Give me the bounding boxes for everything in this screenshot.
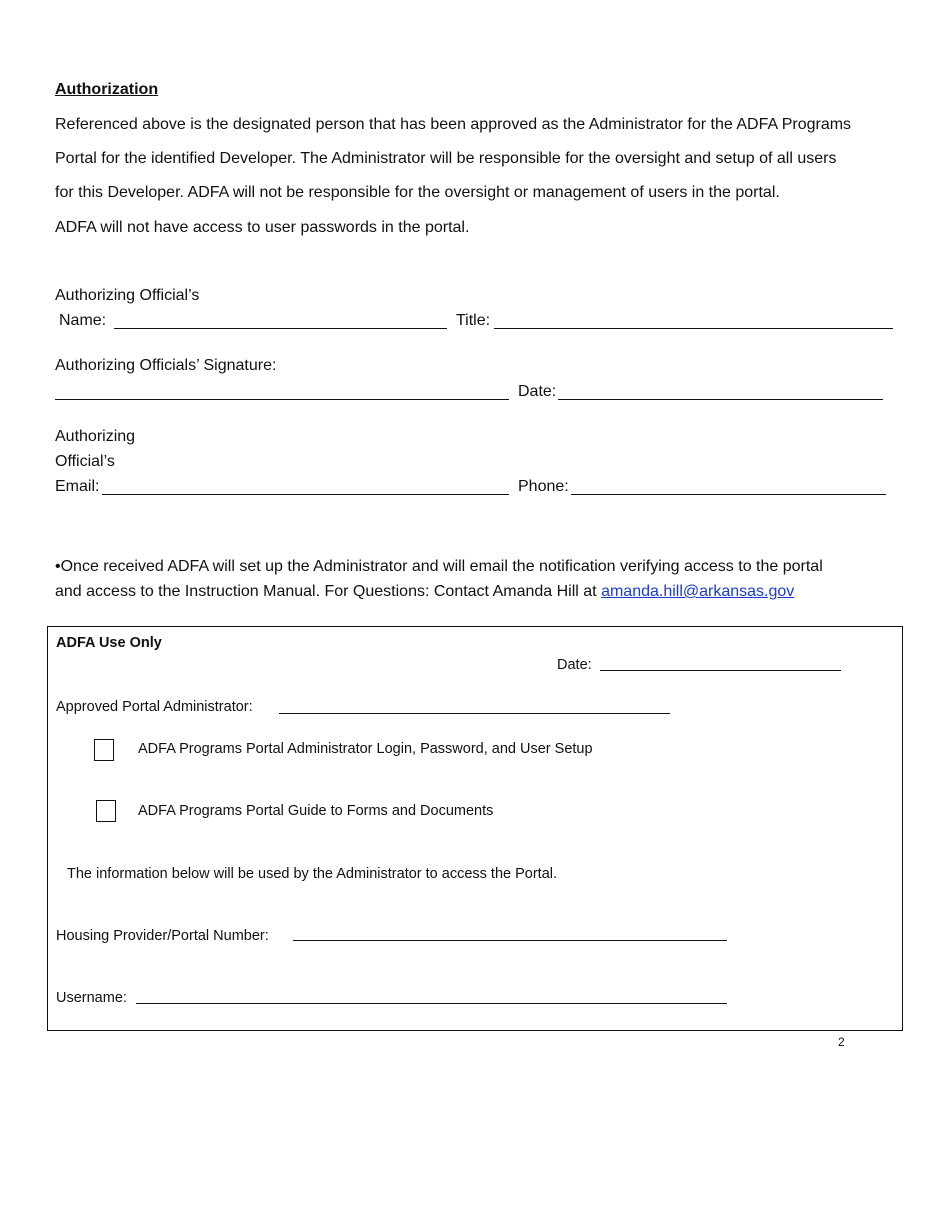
portal-number-label: Housing Provider/Portal Number: xyxy=(56,928,269,944)
paragraph-line: for this Developer. ADFA will not be responsible for the oversight or management of users in the portal. xyxy=(55,184,780,201)
official-date-field[interactable] xyxy=(558,399,883,400)
official-signature-field[interactable] xyxy=(55,399,509,400)
official-email-label: Email: xyxy=(55,478,100,495)
official-name-field[interactable] xyxy=(114,328,447,329)
paragraph-line: Referenced above is the designated person that has been approved as the Administrator for the ADFA Programs xyxy=(55,116,852,133)
paragraph-line: Portal for the identified Developer. The Administrator will be responsible for the oversight and setup of all users xyxy=(55,150,837,167)
checkbox-login-setup-label: ADFA Programs Portal Administrator Login, Password, and User Setup xyxy=(138,741,593,757)
official-email-label-line1: Authorizing xyxy=(55,428,136,445)
notice-line: •Once received ADFA will set up the Administrator and will email the notification verifying access to the portal xyxy=(55,558,823,575)
notice-text: and access to the Instruction Manual. For Questions: Contact Amanda Hill at xyxy=(55,583,602,600)
username-label: Username: xyxy=(56,990,127,1006)
contact-email-link[interactable]: amanda.hill@arkansas.gov xyxy=(601,583,795,600)
official-email-field[interactable] xyxy=(102,494,509,495)
official-phone-field[interactable] xyxy=(571,494,886,495)
username-field[interactable] xyxy=(136,1003,727,1004)
checkbox-login-setup[interactable] xyxy=(94,739,114,761)
official-phone-label: Phone: xyxy=(518,478,569,495)
authorization-heading: Authorization xyxy=(55,81,159,98)
notice-line xyxy=(55,582,905,602)
official-date-label: Date: xyxy=(518,383,557,400)
approved-admin-field[interactable] xyxy=(279,713,670,714)
official-name-label: Name: xyxy=(59,312,107,329)
adfa-use-only-box xyxy=(47,626,903,1031)
approved-admin-label: Approved Portal Administrator: xyxy=(56,699,253,715)
official-name-label-line1: Authorizing Official’s xyxy=(55,287,200,304)
official-email-label-line2: Official’s xyxy=(55,453,115,470)
paragraph-line: ADFA will not have access to user passwords in the portal. xyxy=(55,219,470,236)
adfa-use-only-heading: ADFA Use Only xyxy=(56,635,162,651)
checkbox-guide-forms[interactable] xyxy=(96,800,116,822)
page-number: 2 xyxy=(838,1035,845,1049)
portal-number-field[interactable] xyxy=(293,940,727,941)
adfa-date-field[interactable] xyxy=(600,670,841,671)
checkbox-guide-forms-label: ADFA Programs Portal Guide to Forms and Documents xyxy=(138,803,494,819)
adfa-date-label: Date: xyxy=(557,657,592,673)
official-title-label: Title: xyxy=(456,312,491,329)
portal-info-note: The information below will be used by the Administrator to access the Portal. xyxy=(67,866,558,882)
official-title-field[interactable] xyxy=(494,328,893,329)
official-signature-label: Authorizing Officials’ Signature: xyxy=(55,357,277,374)
